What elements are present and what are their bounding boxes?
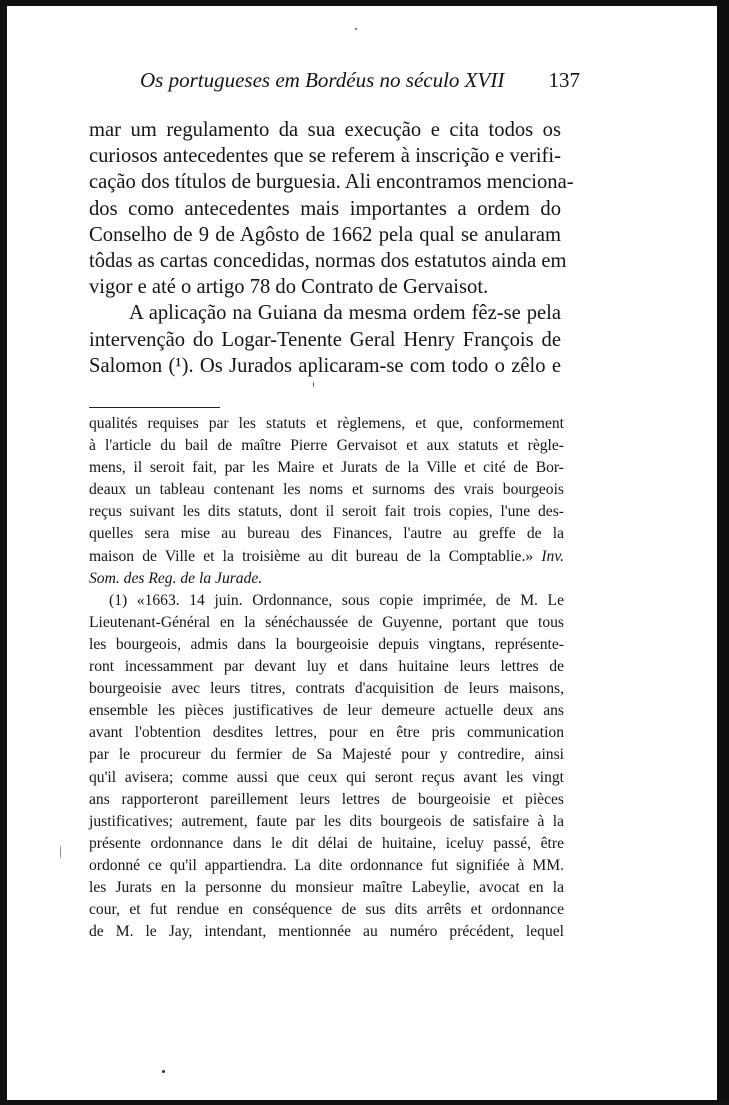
note-1-line: ront incessamment par devant luy et dans huitaine leurs lettres de [89, 658, 564, 676]
footnote-separator [89, 407, 220, 408]
note-1-line: qu'il avisera; comme aussi que ceux qui seront reçus avant les vingt [89, 768, 564, 786]
note-1-line: Lieutenant-Général en la sénéchaussée de Guyenne, portant que tous [89, 613, 564, 631]
citation-source: Som. des Reg. de la Jurade. [89, 569, 263, 587]
citation-inv: Inv. [541, 547, 564, 565]
footnote-line: reçus suivant les dits statuts, dont il seroit fait trois copies, l'une des- [89, 503, 564, 521]
note-1-line: bourgeoisie avec leurs titres, contrats d'acquisition de leurs maisons, [89, 680, 564, 698]
text-line: dos como antecedentes mais importantes a ordem do [89, 197, 561, 220]
scan-speck [60, 845, 61, 859]
scan-border-top [0, 0, 729, 6]
text-line: curiosos antecedentes que se referem à inscrição e verifi- [89, 145, 561, 168]
footnote-line: à l'article du bail de maître Pierre Gervaisot et aux statuts et règle- [89, 437, 564, 455]
footnote-line: mens, il seroit fait, par les Maire et Jurats de la Ville et cité de Bor- [89, 459, 564, 477]
footnote-line: quelles sera mise au bureau des Finances, l'autre au greffe de la [89, 525, 564, 543]
main-text [89, 117, 574, 379]
footnotes [89, 413, 564, 943]
scan-speck [162, 1070, 165, 1073]
note-1-line: présente ordonnance dans le dit délai de huitaine, iceluy passé, être [89, 834, 564, 852]
footnote-line: qualités requises par les statuts et règlemens, et que, conformement [89, 415, 564, 432]
scan-speck [355, 28, 357, 30]
note-1-line: par le procureur du fermier de Sa Majesté pour y contredire, ainsi [89, 746, 564, 764]
note-1-line: ans rapporteront pareillement leurs lettres de bourgeoisie et pièces [89, 790, 564, 808]
text-line: vigor e até o artigo 78 do Contrato de Gervaisot. [89, 276, 489, 299]
note-1-line: justificatives; autrement, faute par les dits bourgeois de satisfaire à la [89, 812, 564, 830]
text-line: mar um regulamento da sua execução e cita todos os [89, 119, 561, 141]
note-1-line: (1) «1663. 14 juin. Ordonnance, sous copie imprimée, de M. Le [109, 591, 564, 609]
footnote-line: deaux un tableau contenant les noms et surnoms des vrais bourgeois [89, 481, 564, 499]
page-number: 137 [548, 68, 580, 92]
scan-speck [313, 382, 314, 387]
running-title: Os portugueses em Bordéus no século XVII [140, 68, 505, 92]
scan-border-right [717, 0, 729, 1105]
note-1-line: ensemble les pièces justificatives de leur demeure actuelle deux ans [89, 702, 564, 720]
note-1-line: avant l'obtention desdites lettres, pour en être pris communication [89, 724, 564, 742]
note-1-line: ordonné ce qu'il appartiendra. La dite ordonnance fut signifiée à MM. [89, 856, 564, 874]
scan-border-bottom [0, 1100, 729, 1105]
text-line: Salomon (¹). Os Jurados aplicaram-se com todo o zêlo e [89, 354, 561, 377]
text-line: Conselho de 9 de Agôsto de 1662 pela qual se anularam [89, 223, 561, 246]
note-1-line: les Jurats en la personne du monsieur maître Labeylie, avocat en la [89, 878, 564, 896]
note-1-line: cour, et fut rendue en conséquence de sus dits arrêts et ordonnance [89, 901, 564, 919]
note-1-line: les bourgeois, admis dans la bourgeoisie depuis vingtans, représente- [89, 635, 564, 653]
note-1-line: de M. le Jay, intendant, mentionnée au numéro précédent, lequel [89, 923, 564, 941]
text-line: tôdas as cartas concedidas, normas dos estatutos ainda em [89, 250, 567, 273]
text-line: intervenção do Logar-Tenente Geral Henry François de [89, 328, 561, 351]
footnote-text: maison de Ville et la troisième au dit bureau de la Comptablie.» [89, 547, 534, 565]
text-line: cação dos títulos de burguesia. Ali encontramos menciona- [89, 171, 574, 194]
running-header [140, 68, 580, 98]
footnote-line-with-citation [89, 546, 564, 568]
scan-border-left [0, 0, 7, 1105]
paragraph-start-line: A aplicação na Guiana da mesma ordem fêz-se pela [129, 302, 561, 325]
